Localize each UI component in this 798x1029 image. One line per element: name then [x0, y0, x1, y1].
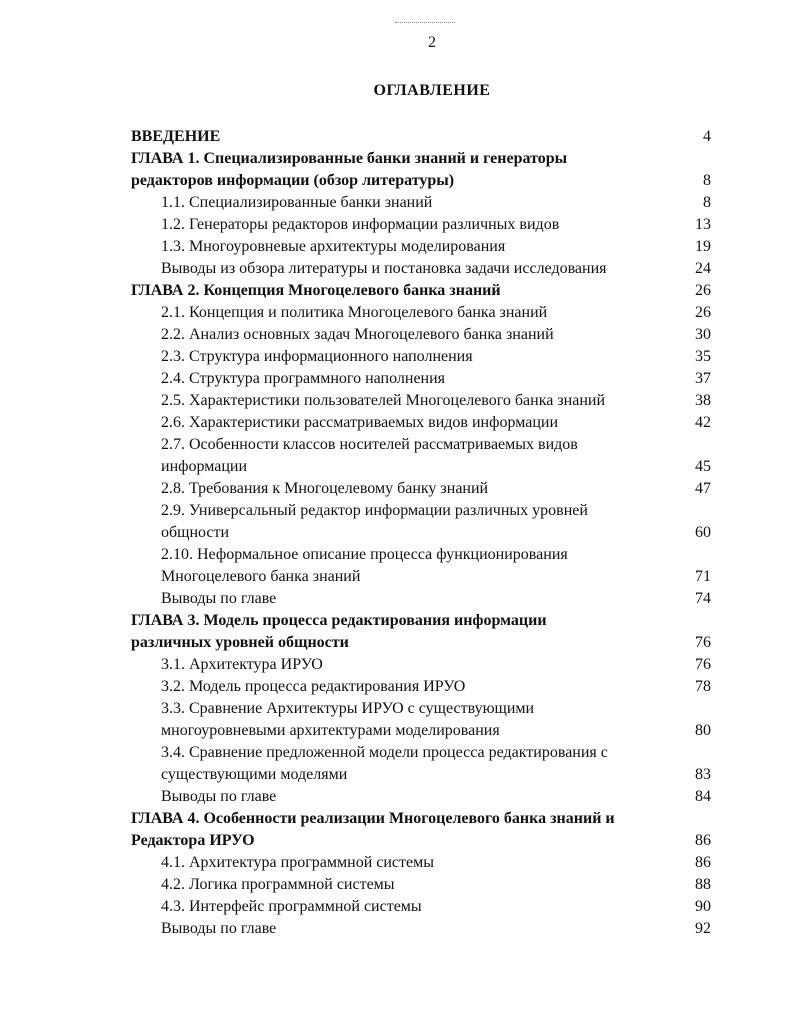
- toc-entry-text: 4.3. Интерфейс программной системы: [161, 898, 422, 915]
- toc-entry-text: 2.6. Характеристики рассматриваемых видов информации: [161, 414, 559, 431]
- toc-page-number: 76: [695, 656, 711, 673]
- toc-line: [131, 368, 711, 390]
- toc-line: [131, 610, 711, 632]
- toc-line: [131, 566, 711, 588]
- toc-line: [131, 830, 711, 852]
- toc-page-number: 37: [695, 370, 711, 387]
- toc-page-number: 92: [695, 920, 711, 937]
- toc-line: [131, 720, 711, 742]
- toc-entry-text: ВВЕДЕНИЕ: [131, 128, 221, 145]
- toc-line: [131, 126, 711, 148]
- toc-section-entry: [131, 346, 711, 368]
- toc-entry-text: 4.2. Логика программной системы: [161, 876, 395, 893]
- toc-line: [131, 192, 711, 214]
- toc-line: [131, 324, 711, 346]
- toc-page-number: 19: [695, 238, 711, 255]
- toc-line: [131, 698, 711, 720]
- toc-line: [131, 478, 711, 500]
- toc-entry-text: 3.1. Архитектура ИРУО: [161, 656, 323, 673]
- toc-section-entry: [131, 786, 711, 808]
- toc-line: [131, 764, 711, 786]
- toc-entry-text: Выводы по главе: [161, 788, 277, 805]
- toc-page-number: 86: [695, 832, 711, 849]
- toc-chapter-entry: [131, 808, 711, 852]
- toc-section-entry: [131, 368, 711, 390]
- toc-section-entry: [131, 214, 711, 236]
- toc-line: [131, 874, 711, 896]
- toc-section-entry: [131, 434, 711, 478]
- toc-entry-text: существующими моделями: [161, 766, 348, 783]
- toc-chapter-entry: [131, 610, 711, 654]
- toc-line: [131, 280, 711, 302]
- page-number: 2: [428, 34, 436, 51]
- toc-entry-text: многоуровневыми архитектурами моделирования: [161, 722, 500, 739]
- toc-section-entry: [131, 390, 711, 412]
- toc-entry-text: 1.1. Специализированные банки знаний: [161, 194, 433, 211]
- toc-line: [131, 522, 711, 544]
- toc-line: [131, 918, 711, 940]
- toc-chapter-entry: [131, 126, 711, 148]
- toc-section-entry: [131, 654, 711, 676]
- toc-page-number: 47: [695, 480, 711, 497]
- toc-page-number: 35: [695, 348, 711, 365]
- toc-page-number: 84: [695, 788, 711, 805]
- toc-entry-text: общности: [161, 524, 230, 541]
- toc-section-entry: [131, 192, 711, 214]
- toc-entry-text: ГЛАВА 3. Модель процесса редактирования информации: [131, 612, 547, 629]
- toc-page-number: 60: [695, 524, 711, 541]
- toc-line: [131, 852, 711, 874]
- toc-section-entry: [131, 852, 711, 874]
- toc-entry-text: 2.5. Характеристики пользователей Многоцелевого банка знаний: [161, 392, 606, 409]
- toc-page-number: 80: [695, 722, 711, 739]
- toc-line: [131, 302, 711, 324]
- toc-line: [131, 456, 711, 478]
- toc-page-number: 24: [695, 260, 711, 277]
- toc-section-entry: [131, 676, 711, 698]
- toc-entry-text: 2.7. Особенности классов носителей рассматриваемых видов: [161, 436, 578, 453]
- toc-section-entry: [131, 874, 711, 896]
- toc-section-entry: [131, 918, 711, 940]
- toc-line: [131, 896, 711, 918]
- toc-section-entry: [131, 302, 711, 324]
- toc-line: [131, 654, 711, 676]
- toc-entry-text: 2.1. Концепция и политика Многоцелевого банка знаний: [161, 304, 548, 321]
- toc-entry-text: различных уровней общности: [131, 634, 349, 651]
- toc-line: [131, 676, 711, 698]
- toc-chapter-entry: [131, 280, 711, 302]
- toc-line: [131, 500, 711, 522]
- toc-line: [131, 632, 711, 654]
- toc-entry-text: редакторов информации (обзор литературы): [131, 172, 455, 189]
- toc-section-entry: [131, 698, 711, 742]
- toc-line: [131, 786, 711, 808]
- toc-entry-text: Редактора ИРУО: [131, 832, 255, 849]
- toc-section-entry: [131, 412, 711, 434]
- toc-entry-text: ГЛАВА 1. Специализированные банки знаний и генераторы: [131, 150, 568, 167]
- toc-section-entry: [131, 478, 711, 500]
- toc-line: [131, 258, 711, 280]
- toc-entry-text: 1.2. Генераторы редакторов информации различных видов: [161, 216, 560, 233]
- toc-entry-text: Выводы из обзора литературы и постановка задачи исследования: [161, 260, 607, 277]
- scan-artifact: [395, 22, 455, 25]
- toc-section-entry: [131, 896, 711, 918]
- toc-page-number: 74: [695, 590, 711, 607]
- toc-entry-text: Выводы по главе: [161, 920, 277, 937]
- toc-line: [131, 808, 711, 830]
- toc-line: [131, 148, 711, 170]
- toc-page-number: 4: [703, 128, 711, 145]
- toc-entry-text: 3.2. Модель процесса редактирования ИРУО: [161, 678, 466, 695]
- toc-section-entry: [131, 324, 711, 346]
- toc-page-number: 78: [695, 678, 711, 695]
- toc-entry-text: 2.2. Анализ основных задач Многоцелевого банка знаний: [161, 326, 554, 343]
- toc-entry-text: Выводы по главе: [161, 590, 277, 607]
- toc-page-number: 83: [695, 766, 711, 783]
- toc-line: [131, 434, 711, 456]
- toc-line: [131, 544, 711, 566]
- toc-section-entry: [131, 500, 711, 544]
- toc-page-number: 38: [695, 392, 711, 409]
- toc-entry-text: 3.3. Сравнение Архитектуры ИРУО с существующими: [161, 700, 535, 717]
- toc-page-number: 26: [695, 304, 711, 321]
- toc-entry-text: ГЛАВА 4. Особенности реализации Многоцелевого банка знаний и: [131, 810, 615, 827]
- toc-line: [131, 346, 711, 368]
- toc-entry-text: 2.8. Требования к Многоцелевому банку знаний: [161, 480, 489, 497]
- toc-entry-text: информации: [161, 458, 248, 475]
- toc-entry-text: 2.4. Структура программного наполнения: [161, 370, 446, 387]
- toc-line: [131, 390, 711, 412]
- toc-entry-text: 2.10. Неформальное описание процесса функционирования: [161, 546, 568, 563]
- toc-section-entry: [131, 544, 711, 588]
- toc-entry-text: 3.4. Сравнение предложенной модели процесса редактирования с: [161, 744, 608, 761]
- table-of-contents: [131, 126, 711, 940]
- toc-page-number: 42: [695, 414, 711, 431]
- toc-page-number: 71: [695, 568, 711, 585]
- toc-page-number: 90: [695, 898, 711, 915]
- toc-line: [131, 214, 711, 236]
- toc-page-number: 88: [695, 876, 711, 893]
- toc-entry-text: 4.1. Архитектура программной системы: [161, 854, 434, 871]
- toc-section-entry: [131, 258, 711, 280]
- toc-line: [131, 170, 711, 192]
- toc-line: [131, 412, 711, 434]
- toc-page-number: 86: [695, 854, 711, 871]
- toc-page-number: 45: [695, 458, 711, 475]
- toc-page-number: 30: [695, 326, 711, 343]
- toc-entry-text: ГЛАВА 2. Концепция Многоцелевого банка знаний: [131, 282, 501, 299]
- toc-entry-text: 1.3. Многоуровневые архитектуры моделирования: [161, 238, 506, 255]
- toc-entry-text: 2.3. Структура информационного наполнения: [161, 348, 473, 365]
- toc-page-number: 8: [703, 194, 711, 211]
- toc-line: [131, 236, 711, 258]
- toc-line: [131, 742, 711, 764]
- toc-page-number: 13: [695, 216, 711, 233]
- toc-chapter-entry: [131, 148, 711, 192]
- toc-entry-text: Многоцелевого банка знаний: [161, 568, 361, 585]
- toc-section-entry: [131, 742, 711, 786]
- toc-line: [131, 588, 711, 610]
- toc-page-number: 26: [695, 282, 711, 299]
- toc-page-number: 76: [695, 634, 711, 651]
- toc-page-number: 8: [703, 172, 711, 189]
- toc-title: ОГЛАВЛЕНИЕ: [373, 82, 491, 99]
- toc-section-entry: [131, 236, 711, 258]
- toc-section-entry: [131, 588, 711, 610]
- toc-entry-text: 2.9. Универсальный редактор информации различных уровней: [161, 502, 588, 519]
